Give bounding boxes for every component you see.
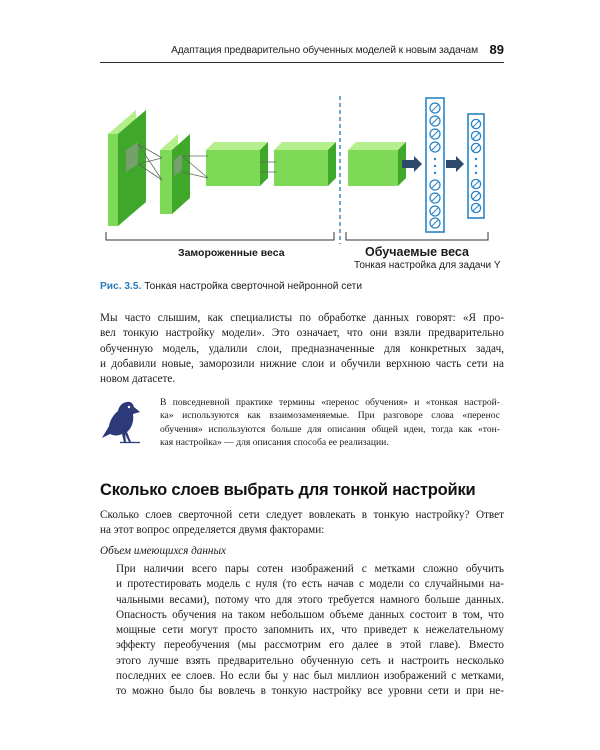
note-line: обучения» используются больше для описания общей идеи, тогда как «тон- bbox=[160, 423, 500, 435]
text-line: новом датасете. bbox=[100, 373, 176, 386]
text-line: этого лучше взять предварительно обученную сеть и настроить несколько bbox=[116, 654, 504, 667]
fine-tune-task-label: Тонкая настройка для задачи Y bbox=[354, 260, 501, 271]
text-line: то можно было бы вовлечь в тонкую настройку все уровни сети и при не- bbox=[116, 685, 504, 698]
text-line: и добавили новые, заморозили нижние слои и обучили верхнюю часть сети на bbox=[100, 357, 504, 370]
text-line: последних ее слоев. Но если бы у нас был миллион изображений с метками, bbox=[116, 670, 504, 683]
raven-icon bbox=[100, 396, 146, 446]
figure-caption bbox=[100, 281, 362, 292]
dense-layer-1 bbox=[426, 98, 444, 232]
note-line: ка» используются как взаимозаменяемые. При разговоре слова «перенос bbox=[160, 410, 500, 422]
caption-text: Тонкая настройка сверточной нейронной сети bbox=[144, 281, 363, 292]
page-number: 89 bbox=[489, 42, 504, 57]
text-line: эффекту переобучения (мы рассмотрим его далее в этой главе). Вместо bbox=[116, 639, 504, 652]
trainable-block bbox=[348, 142, 406, 186]
text-line: Сколько слоев сверточной сети следует вовлекать в тонкую настройку? Ответ bbox=[100, 509, 504, 521]
paragraph-data-volume bbox=[116, 562, 504, 700]
dense-layer-2 bbox=[468, 114, 484, 218]
running-header bbox=[100, 42, 504, 63]
trained-weights-label: Обучаемые веса bbox=[365, 245, 469, 259]
section-heading: Сколько слоев выбрать для тонкой настройки bbox=[100, 481, 476, 499]
conv-block-2 bbox=[160, 134, 190, 214]
conv-block-3 bbox=[206, 142, 268, 186]
conv-block-1 bbox=[108, 110, 146, 226]
trained-bracket bbox=[346, 232, 488, 240]
figure-cnn-fine-tuning bbox=[96, 92, 506, 282]
paragraph-fine-tuning bbox=[100, 311, 504, 387]
arrow-icon bbox=[446, 156, 464, 172]
subheading-data-volume: Объем имеющихся данных bbox=[100, 545, 227, 557]
text-line: обученную модель, удалили слои, предназначенные для конкретных задач, bbox=[100, 342, 504, 355]
text-line: мощные сети могут просто запомнить их, что приведет к нежелательному bbox=[116, 624, 504, 637]
text-line: При наличии всего пары сотен изображений с метками сложно обучить bbox=[116, 563, 504, 575]
conv-block-4 bbox=[274, 142, 336, 186]
text-line: на этот вопрос определяется двумя факторами: bbox=[100, 524, 325, 537]
note-line: В повседневной практике термины «перенос обучения» и «тонкая настрой- bbox=[160, 397, 500, 408]
frozen-bracket bbox=[106, 232, 334, 240]
text-line: Мы часто слышим, как специалисты по обработке данных говорят: «Я про- bbox=[100, 312, 504, 324]
note-line: кая настройка» — для описания способа ее реализации. bbox=[160, 436, 389, 448]
text-line: вел тонкую настройку модели». Это означает, что они взяли предварительно bbox=[100, 327, 504, 340]
note-text bbox=[160, 396, 500, 449]
running-title: Адаптация предварительно обученных моделей к новым задачам bbox=[171, 45, 478, 56]
text-line: Опасность обучения на таком небольшом объеме данных состоит в том, что bbox=[116, 608, 504, 621]
paragraph-layers-question bbox=[100, 508, 504, 539]
text-line: чальными весами), потому что для этого требуется намного больше данных. bbox=[116, 593, 504, 606]
frozen-weights-label: Замороженные веса bbox=[178, 247, 285, 259]
text-line: и протестировать модель с нуля (то есть начав с модели со случайными на- bbox=[116, 578, 504, 591]
caption-number: Рис. 3.5. bbox=[100, 281, 142, 292]
